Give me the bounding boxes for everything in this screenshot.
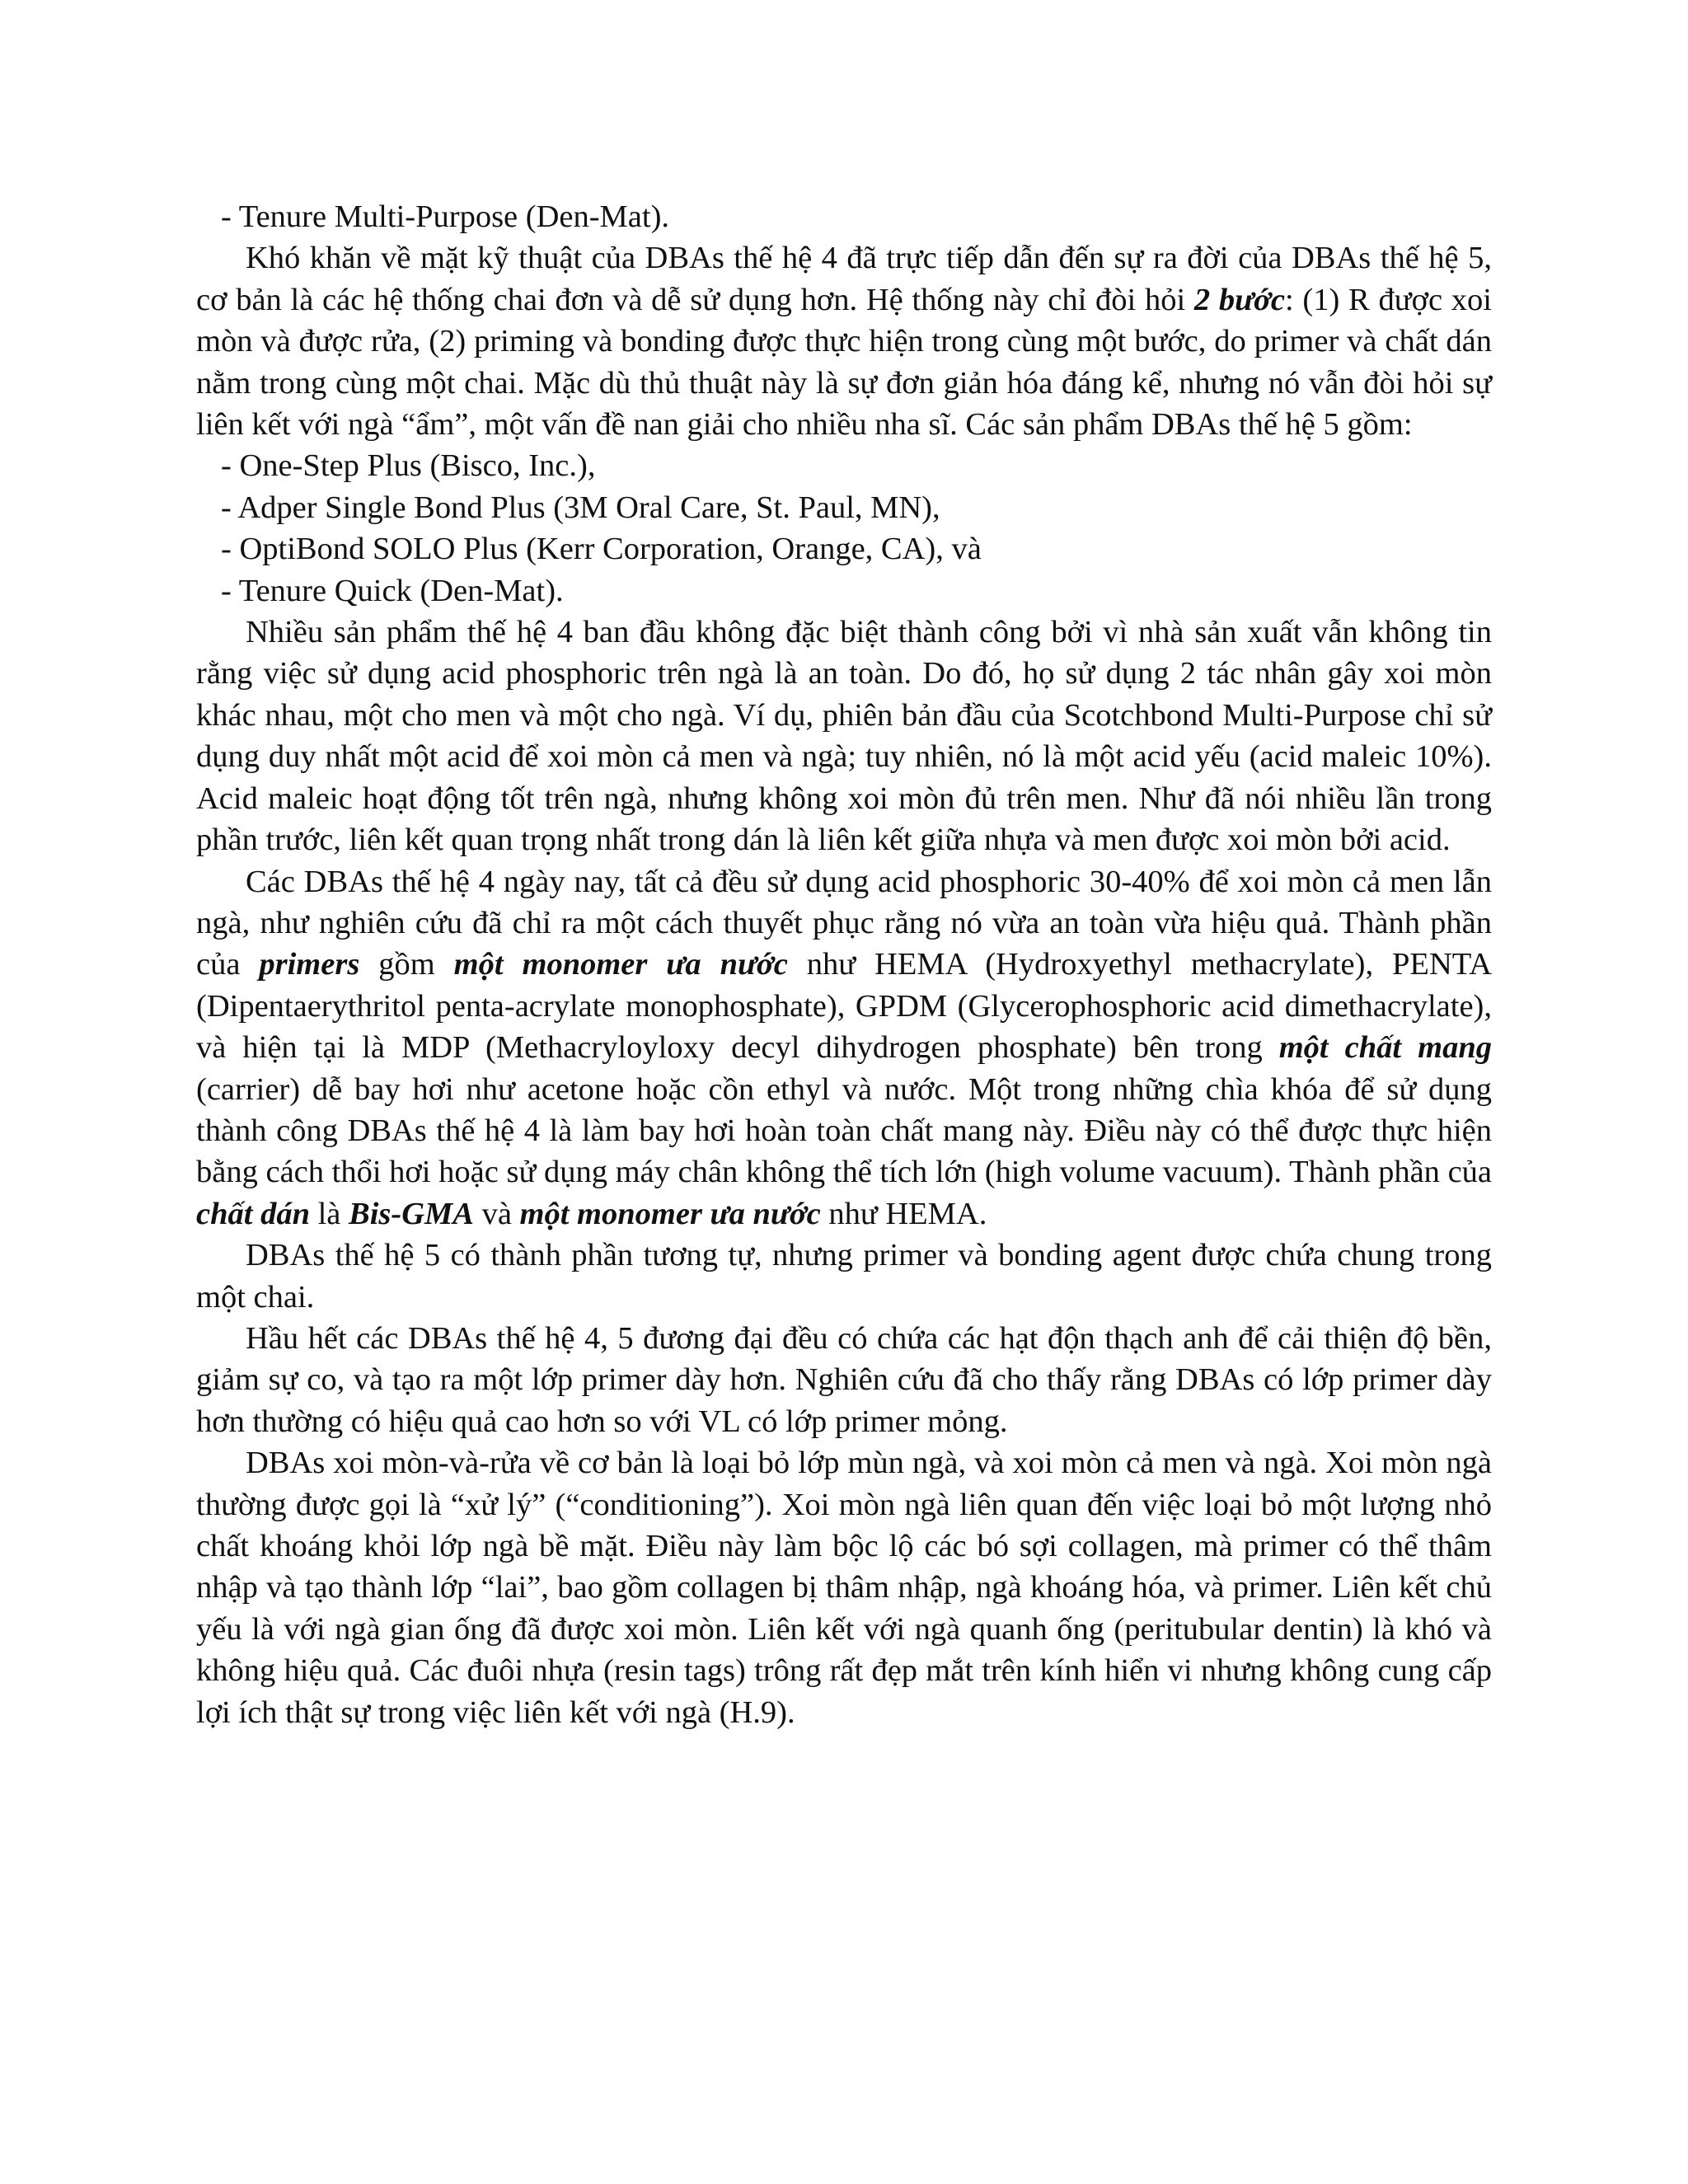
emphasized-text: 2 bước <box>1193 282 1285 317</box>
body-paragraph <box>196 612 1492 860</box>
text-run: Hầu hết các DBAs thế hệ 4, 5 đương đại đều có chứa các hạt độn thạch anh để cải thiện độ bền, giảm sự co, và tạo ra một lớp primer dày hơn. Nghiên cứu đã cho thấy rằng DBAs có lớp primer dày hơn thường có hiệu quả cao hơn so với VL có lớp primer mỏng. <box>196 1320 1492 1439</box>
text-run: - Tenure Multi-Purpose (Den-Mat). <box>221 199 670 234</box>
body-paragraph <box>196 1318 1492 1442</box>
text-run: : (1) R được xoi mòn và được rửa, (2) priming và bonding được thực hiện trong cùng một bước, do primer và chất dán nằm trong cùng một chai. Mặc dù thủ thuật này là sự đơn giản hóa đáng kể, nhưng nó vẫn đòi hỏi sự liên kết với ngà “ẩm”, một vấn đề nan giải cho nhiều nha sĩ. Các sản phẩm DBAs thế hệ 5 gồm: <box>196 282 1492 443</box>
emphasized-text: primers <box>259 947 360 982</box>
emphasized-text: một chất mang <box>1278 1030 1492 1066</box>
text-run: Khó khăn về mặt kỹ thuật của DBAs thế hệ 4 đã trực tiếp dẫn đến sự ra đời của DBAs thế hệ 5, cơ bản là các hệ thống chai đơn và dễ sử dụng hơn. Hệ thống này chỉ đòi hỏi <box>196 241 1492 317</box>
body-paragraph <box>196 1235 1492 1318</box>
text-run: và <box>473 1196 520 1231</box>
text-run: DBAs xoi mòn-và-rửa về cơ bản là loại bỏ lớp mùn ngà, và xoi mòn cả men và ngà. Xoi mòn ngà thường được gọi là “xử lý” (“conditioning”). Xoi mòn ngà liên quan đến việc loại bỏ một lượng nhỏ chất khoáng khỏi lớp ngà bề mặt. Điều này làm bộc lộ các bó sợi collagen, mà primer có thể thâm nhập và tạo thành lớp “lai”, bao gồm collagen bị thâm nhập, ngà khoáng hóa, và primer. Liên kết chủ yếu là với ngà gian ống đã được xoi mòn. Liên kết với ngà quanh ống (peritubular dentin) là khó và không hiệu quả. Các đuôi nhựa (resin tags) trông rất đẹp mắt trên kính hiển vi nhưng không cung cấp lợi ích thật sự trong việc liên kết với ngà (H.9). <box>196 1446 1492 1730</box>
list-item <box>196 528 1492 569</box>
text-run: - One-Step Plus (Bisco, Inc.), <box>221 448 596 484</box>
text-run: là <box>309 1196 349 1231</box>
text-run: gồm <box>359 947 454 982</box>
text-run: DBAs thế hệ 5 có thành phần tương tự, nhưng primer và bonding agent được chứa chung trong một chai. <box>196 1238 1492 1315</box>
list-item <box>196 196 1492 237</box>
text-run: - Tenure Quick (Den-Mat). <box>221 573 564 608</box>
list-item <box>196 445 1492 486</box>
emphasized-text: Bis-GMA <box>349 1196 474 1231</box>
document-body <box>196 196 1492 1733</box>
list-item <box>196 570 1492 612</box>
text-run: (carrier) dễ bay hơi như acetone hoặc cồn ethyl và nước. Một trong những chìa khóa để sử dụng thành công DBAs thế hệ 4 là làm bay hơi hoàn toàn chất mang này. Điều này có thể được thực hiện bằng cách thổi hơi hoặc sử dụng máy chân không thể tích lớn (high volume vacuum). Thành phần của <box>196 1071 1492 1190</box>
emphasized-text: chất dán <box>196 1196 310 1231</box>
text-run: - OptiBond SOLO Plus (Kerr Corporation, Orange, CA), và <box>221 532 982 567</box>
text-run: - Adper Single Bond Plus (3M Oral Care, St. Paul, MN), <box>221 490 940 525</box>
body-paragraph <box>196 861 1492 1235</box>
text-run: Các DBAs thế hệ 4 ngày nay, tất cả đều sử dụng acid phosphoric 30-40% để xoi mòn cả men lẫn ngà, như nghiên cứu đã chỉ ra một cách thuyết phục rằng nó vừa an toàn vừa hiệu quả. Thành phần của <box>196 864 1492 982</box>
text-run: như HEMA. <box>820 1196 987 1231</box>
emphasized-text: một monomer ưa nước <box>453 947 788 982</box>
emphasized-text: một monomer ưa nước <box>519 1196 821 1231</box>
text-run: Nhiều sản phẩm thế hệ 4 ban đầu không đặc biệt thành công bởi vì nhà sản xuất vẫn không tin rằng việc sử dụng acid phosphoric trên ngà là an toàn. Do đó, họ sử dụng 2 tác nhân gây xoi mòn khác nhau, một cho men và một cho ngà. Ví dụ, phiên bản đầu của Scotchbond Multi-Purpose chỉ sử dụng duy nhất một acid để xoi mòn cả men và ngà; tuy nhiên, nó là một acid yếu (acid maleic 10%). Acid maleic hoạt động tốt trên ngà, nhưng không xoi mòn đủ trên men. Như đã nói nhiều lần trong phần trước, liên kết quan trọng nhất trong dán là liên kết giữa nhựa và men được xoi mòn bởi acid. <box>196 615 1492 858</box>
list-item <box>196 487 1492 528</box>
text-run: như HEMA (Hydroxyethyl methacrylate), PENTA (Dipentaerythritol penta-acrylate monophosphate), GPDM (Glycerophosphoric acid dimethacrylate), và hiện tại là MDP (Methacryloyloxy decyl dihydrogen phosphate) bên trong <box>196 947 1492 1066</box>
body-paragraph <box>196 237 1492 445</box>
body-paragraph <box>196 1442 1492 1733</box>
